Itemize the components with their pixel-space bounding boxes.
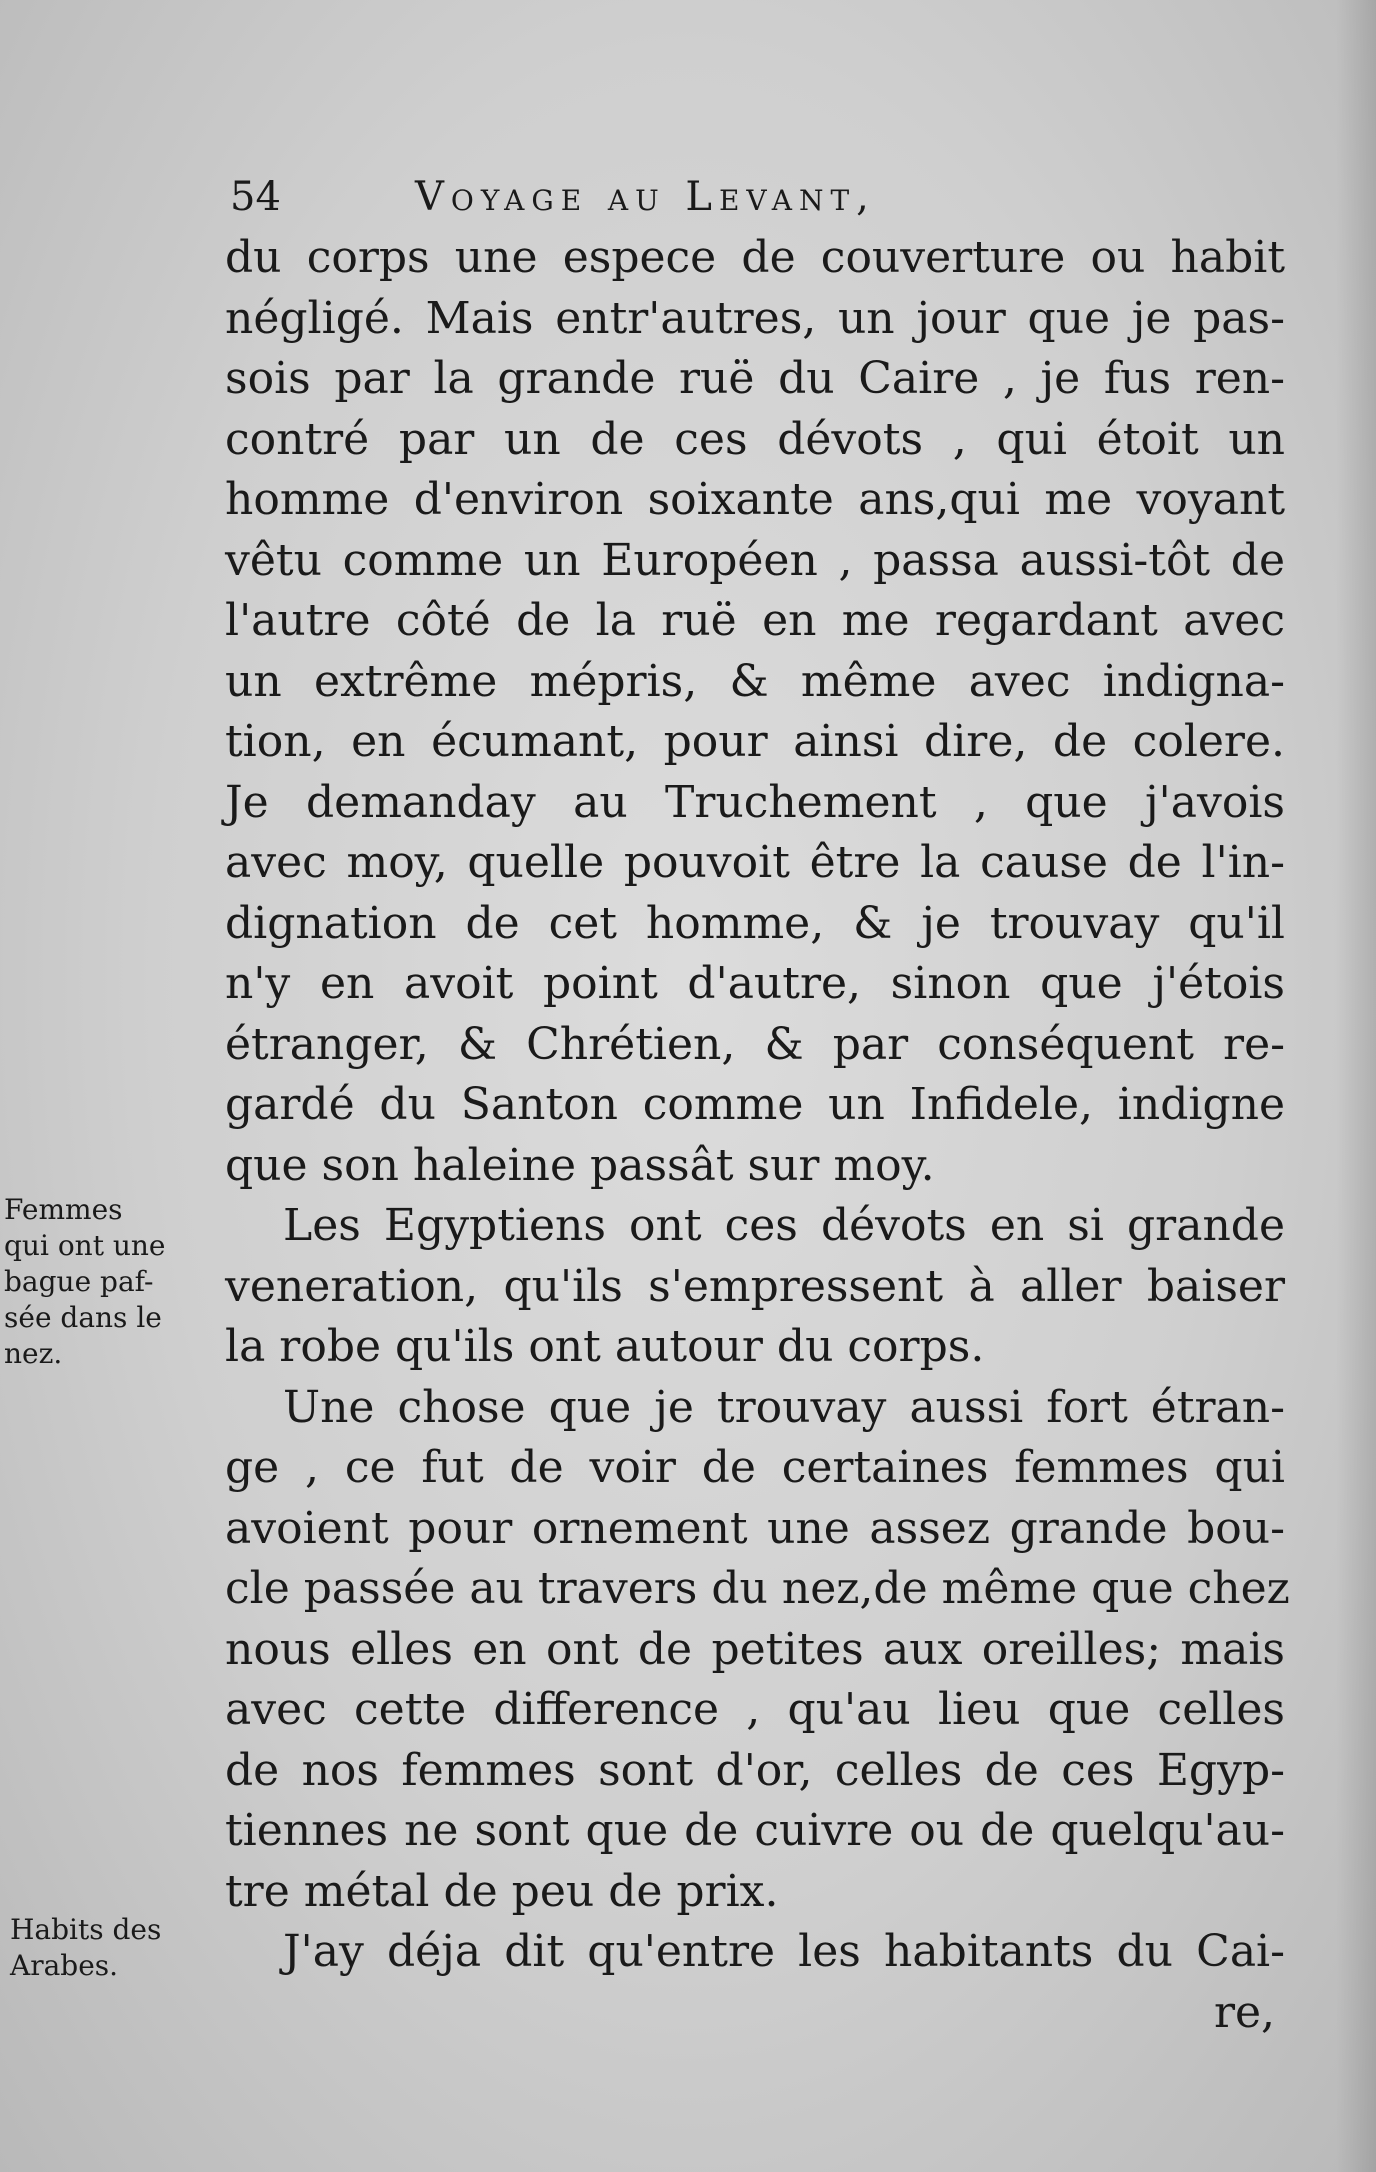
- marginal-note-line: Femmes: [4, 1193, 123, 1226]
- text-line: étranger, & Chrétien, & par conséquent re-: [225, 1018, 1285, 1070]
- text-line: de nos femmes sont d'or, celles de ces Egyp-: [225, 1744, 1285, 1796]
- text-line: Les Egyptiens ont ces dévots en si grande: [283, 1200, 1285, 1251]
- text-line: veneration, qu'ils s'empressent à aller baiser: [225, 1260, 1285, 1312]
- page-header: [230, 172, 1100, 222]
- text-line: dignation de cet homme, & je trouvay qu'il: [225, 897, 1285, 949]
- text-line: gardé du Santon comme un Infidele, indigne: [225, 1079, 1285, 1130]
- text-line: la robe qu'ils ont autour du corps.: [225, 1321, 985, 1372]
- marginal-note-line: Arabes.: [10, 1949, 119, 1982]
- text-line: contré par un de ces dévots , qui étoit un: [225, 413, 1285, 465]
- marginal-note-line: sée dans le: [4, 1301, 162, 1334]
- body-text: [225, 228, 1290, 2043]
- text-line: Je demanday au Truchement , que j'avois: [225, 776, 1285, 828]
- text-line: n'y en avoit point d'autre, sinon que j'étois: [225, 958, 1285, 1009]
- text-line: avec cette difference , qu'au lieu que celles: [225, 1684, 1285, 1735]
- page-edge-shadow: [1336, 0, 1376, 2172]
- text-line: tion, en écumant, pour ainsi dire, de colere.: [225, 716, 1285, 767]
- marginal-note-line: Habits des: [10, 1913, 162, 1946]
- page-number: 54: [230, 174, 281, 220]
- text-line: avec moy, quelle pouvoit être la cause de l'in-: [225, 837, 1285, 888]
- marginal-note-habits: [10, 1912, 215, 1984]
- marginal-note-line: qui ont une: [4, 1229, 166, 1262]
- running-title: Voyage au Levant,: [415, 174, 876, 220]
- text-line: nous elles en ont de petites aux oreilles; mais: [225, 1623, 1285, 1675]
- text-line: du corps une espece de couverture ou habit: [225, 232, 1285, 283]
- marginal-note-line: nez.: [4, 1337, 63, 1370]
- text-line: tiennes ne sont que de cuivre ou de quelqu'au-: [225, 1805, 1285, 1856]
- text-line: J'ay déja dit qu'entre les habitants du Cai-: [283, 1926, 1285, 1977]
- text-line: cle passée au travers du nez,de même que chez: [225, 1563, 1290, 1614]
- text-line: ge , ce fut de voir de certaines femmes qui: [225, 1442, 1285, 1493]
- text-line: un extrême mépris, & même avec indigna-: [225, 655, 1285, 707]
- text-line: vêtu comme un Européen , passa aussi-tôt de: [225, 534, 1285, 586]
- text-line: Une chose que je trouvay aussi fort étran-: [283, 1381, 1285, 1433]
- marginal-note-line: bague paf-: [4, 1265, 154, 1298]
- text-line: sois par la grande ruë du Caire , je fus ren-: [225, 353, 1285, 404]
- marginal-note-femmes: [4, 1192, 209, 1372]
- text-line: avoient pour ornement une assez grande bou-: [225, 1502, 1285, 1554]
- text-line: tre métal de peu de prix.: [225, 1865, 779, 1917]
- text-line: que son haleine passât sur moy.: [225, 1139, 935, 1191]
- catchword: re,: [1213, 1986, 1275, 2038]
- text-line: négligé. Mais entr'autres, un jour que je pas-: [225, 292, 1285, 344]
- text-line: l'autre côté de la ruë en me regardant avec: [225, 595, 1285, 646]
- text-line: homme d'environ soixante ans,qui me voyant: [225, 474, 1285, 525]
